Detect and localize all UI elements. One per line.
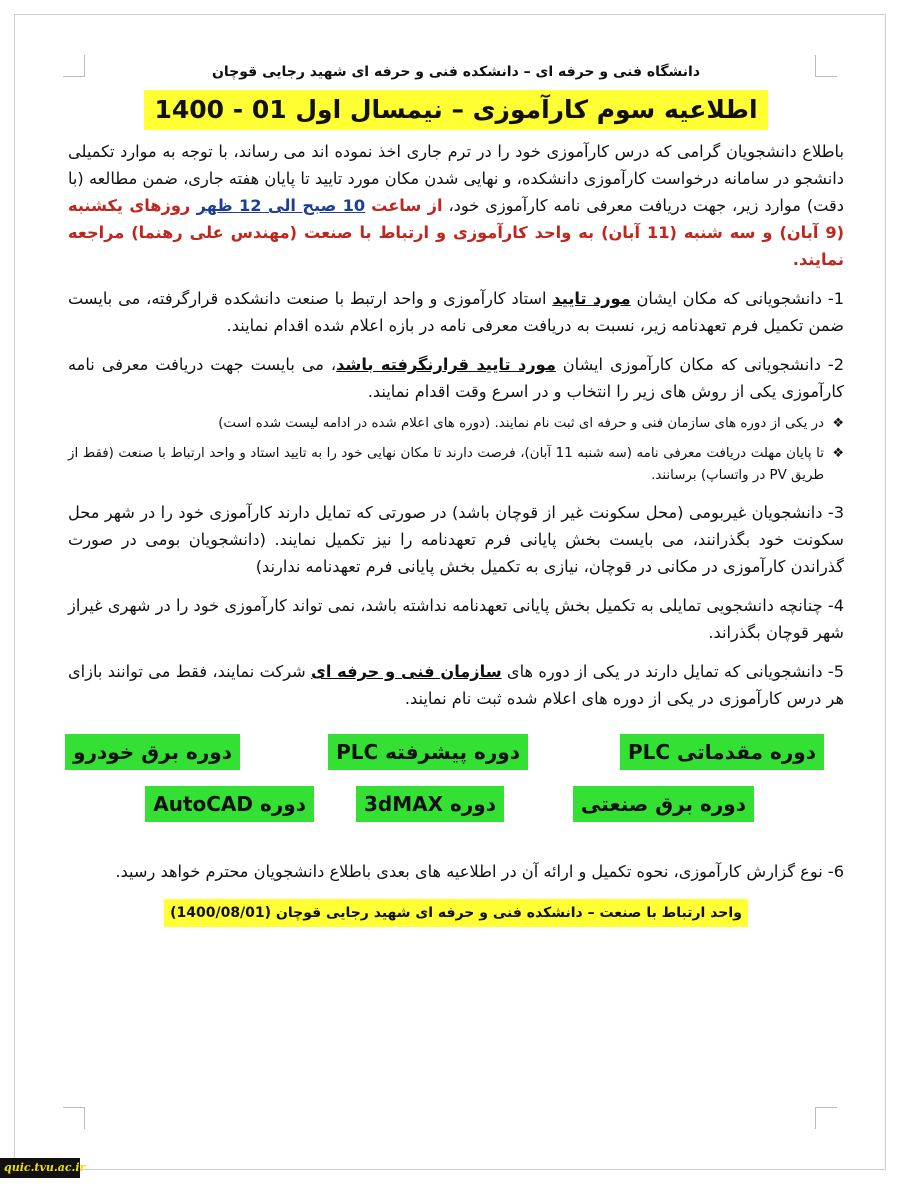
time-range: 10 صبح الی 12 ظهر xyxy=(196,196,366,215)
course-plc-intro: دوره مقدماتی PLC xyxy=(620,734,824,770)
announcement-title: اطلاعیه سوم کارآموزی – نیمسال اول 01 - 1400 xyxy=(144,90,767,130)
list-item: ❖ در یکی از دوره های سازمان فنی و حرفه ای ثبت نام نمایند. (دوره های اعلام شده در ادامه لیست شده است) xyxy=(68,413,844,435)
course-industrial-electric: دوره برق صنعتی xyxy=(573,786,754,822)
item-2: 2- دانشجویانی که مکان کارآموزی ایشان مورد تایید قرارنگرفته باشد، می بایست جهت دریافت معرفی نامه کارآموزی یکی از روش های زیر را انتخاب و در اسرع وقت اقدام نمایند. xyxy=(68,355,844,401)
item-5-emphasis: سازمان فنی و حرفه ای xyxy=(311,662,502,681)
diamond-bullet-icon: ❖ xyxy=(832,446,844,461)
item-3: 3- دانشجویان غیربومی (محل سکونت غیر از قوچان باشد) در صورتی که تمایل دارند کارآموزی خود را در شهر محل سکونت خود بگذرانند، می بایست بخش پایانی فرم تعهدنامه را نیز تکمیل نمایند. (دانشجویان بومی در صورت گذراندن کارآموزی در مکانی در قوچان، نیازی به تکمیل بخش پایانی فرم تعهدنامه ندارند) xyxy=(68,503,844,576)
course-3dmax: دوره 3dMAX xyxy=(356,786,504,822)
days-info: روزهای یکشنبه (9 آبان) و سه شنبه (11 آبان) به واحد کارآموزی و ارتباط با صنعت (مهندس علی رهنما) xyxy=(68,196,844,242)
item-1: 1- دانشجویانی که مکان ایشان مورد تایید استاد کارآموزی و واحد ارتبط با صنعت دانشکده قرارگرفته، می بایست ضمن تکمیل فرم تعهدنامه زیر، نسبت به دریافت معرفی نامه در بازه اعلام شده اقدام نمایند. xyxy=(68,289,845,335)
refer-text: مراجعه نمایند. xyxy=(68,223,844,269)
item-5: 5- دانشجویانی که تمایل دارند در یکی از دوره های سازمان فنی و حرفه ای شرکت نمایند، فقط می توانند بازای هر درس کارآموزی در یکی از دوره های اعلام شده ثبت نام نمایند. xyxy=(68,662,844,708)
diamond-bullet-icon: ❖ xyxy=(832,416,844,431)
item-2-emphasis: مورد تایید قرارنگرفته باشد xyxy=(336,355,556,374)
item-1-emphasis: مورد تایید xyxy=(552,289,631,308)
site-watermark: quic.tvu.ac.ir xyxy=(0,1158,80,1178)
hours-label: از ساعت xyxy=(371,196,443,215)
crop-mark-bottom-right xyxy=(815,1107,837,1129)
university-header: دانشگاه فنی و حرفه ای – دانشکده فنی و حرفه ای شهید رجایی قوچان xyxy=(211,64,701,80)
course-list xyxy=(68,726,844,846)
crop-mark-bottom-left xyxy=(63,1107,85,1129)
list-item: ❖ تا پایان مهلت دریافت معرفی نامه (سه شنبه 11 آبان)، فرصت دارند تا مکان نهایی خود را به تایید استاد و واحد ارتباط با صنعت (فقط از طریق PV در واتساپ) برسانند. xyxy=(68,443,844,487)
option-list xyxy=(68,413,844,487)
footer-signature: واحد ارتباط با صنعت – دانشکده فنی و حرفه ای شهید رجایی قوچان (1400/08/01) xyxy=(164,899,748,927)
intro-paragraph: باطلاع دانشجویان گرامی که درس کارآموزی خود را در ترم جاری اخذ نموده اند می رساند، با توجه به موارد تکمیلی دانشجو در سامانه درخواست کارآموزی دانشکده، و نهایی شدن مکان مورد تایید تا پایان هفته جاری، ضمن مطالعه (با دقت) موارد زیر، جهت دریافت معرفی نامه کارآموزی خود، از ساعت 10 صبح الی 12 ظهر روزهای یکشنبه (9 آبان) و سه شنبه (11 آبان) به واحد کارآموزی و ارتباط با صنعت (مهندس علی رهنما) مراجعه نمایند. xyxy=(68,142,845,269)
course-car-electric: دوره برق خودرو xyxy=(65,734,240,770)
course-autocad: دوره AutoCAD xyxy=(145,786,314,822)
item-4: 4- چنانچه دانشجویی تمایلی به تکمیل بخش پایانی تعهدنامه نداشته باشد، نمی تواند کارآموزی خود را در شهری غیراز شهر قوچان بگذراند. xyxy=(68,596,844,642)
item-6: 6- نوع گزارش کارآموزی، نحوه تکمیل و ارائه آن در اطلاعیه های بعدی باطلاع دانشجویان محترم خواهد رسید. xyxy=(115,862,844,881)
course-plc-advanced: دوره پیشرفته PLC xyxy=(328,734,528,770)
document-content xyxy=(68,60,844,927)
